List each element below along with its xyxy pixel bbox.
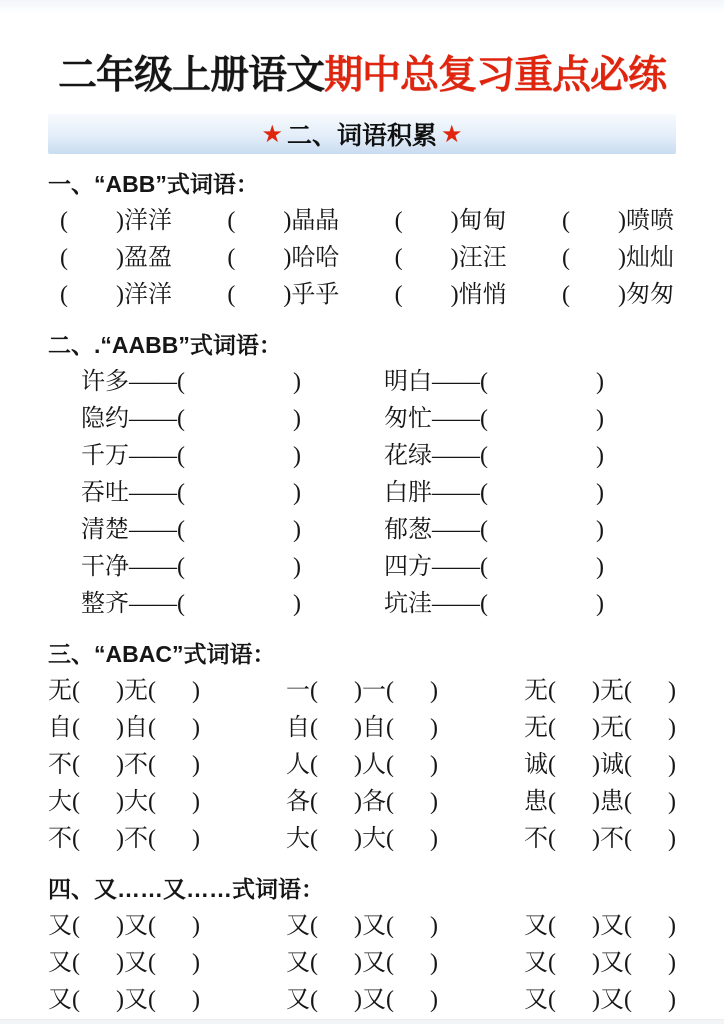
- fill-blank: ( )悄悄: [394, 282, 507, 308]
- fill-blank: 四方——( ): [383, 554, 604, 580]
- page-title: [0, 44, 724, 100]
- youyou-row: [48, 908, 676, 945]
- fill-blank: 无( )无( ): [524, 678, 676, 704]
- fill-blank: 又( )又( ): [48, 913, 200, 939]
- fill-blank: 明白——( ): [383, 369, 604, 395]
- abac-row: [48, 710, 676, 747]
- abac-row: [48, 747, 676, 784]
- fill-blank: 匆忙——( ): [383, 406, 604, 432]
- fill-blank: 隐约——( ): [81, 406, 301, 432]
- abb-row: [48, 240, 676, 277]
- youyou-row: [48, 945, 676, 982]
- fill-blank: 不( )不( ): [48, 826, 200, 852]
- fill-blank: 无( )无( ): [524, 715, 676, 741]
- fill-blank: ( )盈盈: [60, 245, 172, 271]
- section-aabb: [48, 327, 676, 623]
- fill-blank: 白胖——( ): [383, 480, 604, 506]
- fill-blank: ( )喷喷: [561, 208, 674, 234]
- fill-blank: 又( )又( ): [524, 987, 676, 1013]
- fill-blank: 坑洼——( ): [383, 591, 604, 617]
- abac-row: [48, 821, 676, 858]
- fill-blank: 郁葱——( ): [383, 517, 604, 543]
- section-abac-heading: 三、“ABAC”式词语：: [48, 641, 276, 667]
- page-title-black: 二年级上册语文: [57, 54, 324, 97]
- star-icon: ★: [261, 120, 283, 148]
- fill-blank: 诚( )诚( ): [524, 752, 676, 778]
- fill-blank: 又( )又( ): [286, 950, 438, 976]
- aabb-row: [48, 512, 676, 549]
- fill-blank: 又( )又( ): [48, 950, 200, 976]
- fill-blank: 各( )各( ): [286, 789, 438, 815]
- fill-blank: 不( )不( ): [48, 752, 200, 778]
- fill-blank: 又( )又( ): [524, 913, 676, 939]
- fill-blank: 花绿——( ): [383, 443, 604, 469]
- abac-row: [48, 673, 676, 710]
- fill-blank: 大( )大( ): [48, 789, 200, 815]
- fill-blank: 自( )自( ): [286, 715, 438, 741]
- fill-blank: ( )乎乎: [227, 282, 340, 308]
- fill-blank: ( )洋洋: [60, 282, 172, 308]
- fill-blank: ( )哈哈: [227, 245, 340, 271]
- fill-blank: 无( )无( ): [48, 678, 200, 704]
- fill-blank: 患( )患( ): [524, 789, 676, 815]
- fill-blank: ( )匆匆: [561, 282, 674, 308]
- section-abb-heading: 一、“ABB”式词语：: [48, 171, 259, 197]
- fill-blank: ( )甸甸: [394, 208, 507, 234]
- abb-row: [48, 277, 676, 314]
- fill-blank: 千万——( ): [81, 443, 301, 469]
- fill-blank: ( )洋洋: [60, 208, 172, 234]
- section-abb: [48, 166, 676, 314]
- page-title-red: 期中总复习重点必练: [324, 54, 667, 97]
- abac-row: [48, 784, 676, 821]
- aabb-row: [48, 401, 676, 438]
- aabb-row: [48, 364, 676, 401]
- fill-blank: 整齐——( ): [81, 591, 301, 617]
- section-youyou: [48, 871, 676, 1019]
- worksheet-content: [0, 166, 724, 1019]
- abb-row: [48, 203, 676, 240]
- aabb-row: [48, 438, 676, 475]
- aabb-row: [48, 586, 676, 623]
- aabb-row: [48, 549, 676, 586]
- youyou-row: [48, 982, 676, 1019]
- aabb-row: [48, 475, 676, 512]
- fill-blank: 人( )人( ): [286, 752, 438, 778]
- fill-blank: 干净——( ): [81, 554, 301, 580]
- fill-blank: 自( )自( ): [48, 715, 200, 741]
- fill-blank: 许多——( ): [81, 369, 301, 395]
- section-youyou-heading: 四、又……又……式词语：: [48, 876, 324, 902]
- fill-blank: 清楚——( ): [81, 517, 301, 543]
- fill-blank: ( )汪汪: [394, 245, 507, 271]
- banner-label: 二、词语积累: [286, 122, 437, 150]
- fill-blank: 又( )又( ): [524, 950, 676, 976]
- section-abac: [48, 636, 676, 858]
- page-bottom-edge: [0, 1019, 724, 1024]
- fill-blank: 又( )又( ): [286, 913, 438, 939]
- fill-blank: 一( )一( ): [286, 678, 438, 704]
- fill-blank: 又( )又( ): [48, 987, 200, 1013]
- star-icon: ★: [441, 120, 463, 148]
- fill-blank: ( )灿灿: [561, 245, 674, 271]
- fill-blank: 不( )不( ): [524, 826, 676, 852]
- section-banner: [48, 114, 676, 154]
- fill-blank: 吞吐——( ): [81, 480, 301, 506]
- section-aabb-heading: 二、.“AABB”式词语：: [48, 332, 282, 358]
- fill-blank: ( )晶晶: [227, 208, 340, 234]
- fill-blank: 又( )又( ): [286, 987, 438, 1013]
- fill-blank: 大( )大( ): [286, 826, 438, 852]
